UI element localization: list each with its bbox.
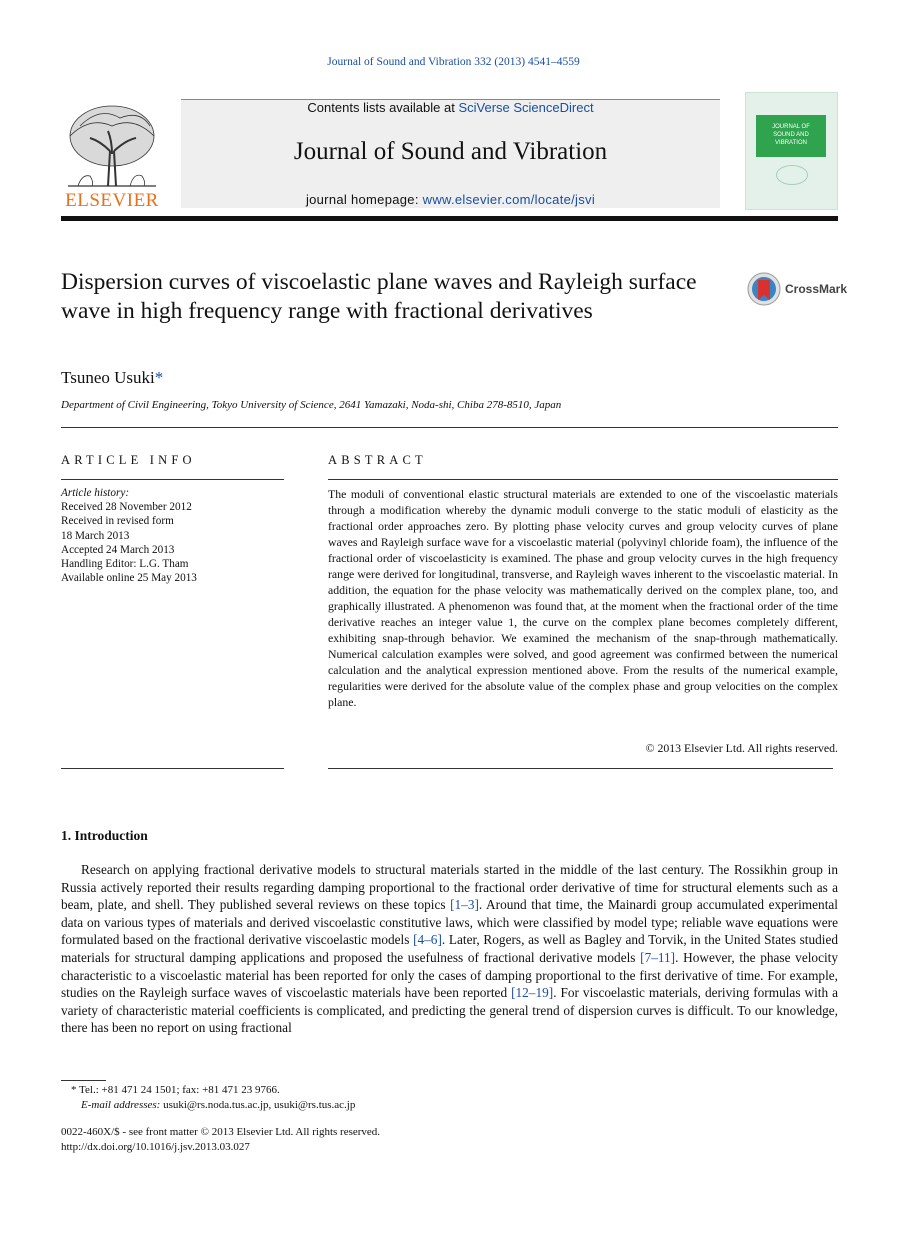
author-footnote-mark[interactable]: * bbox=[154, 368, 164, 387]
journal-name: Journal of Sound and Vibration bbox=[293, 138, 608, 165]
article-info-rule bbox=[61, 479, 284, 480]
history-item: Received in revised form bbox=[61, 515, 174, 528]
article-info-heading: ARTICLE INFO bbox=[61, 453, 196, 467]
history-label: Article history: bbox=[61, 487, 130, 499]
article-title: Dispersion curves of viscoelastic plane waves and Rayleigh surface wave in high frequency range with fractional derivatives bbox=[61, 269, 697, 324]
footnote-rule bbox=[61, 1080, 106, 1081]
journal-masthead bbox=[181, 99, 720, 208]
footnote-contact: * Tel.: +81 471 24 1501; fax: +81 471 23 9766. bbox=[71, 1084, 280, 1096]
intro-text-segment: . Around that time, the Mainardi group accumulated experimental data on various types of materials and derived viscoelastic constitutive laws, which were classified by model type; reliable wave equations were formulated based on the fractional derivative viscoelastic models bbox=[61, 897, 838, 948]
abstract-copyright: © 2013 Elsevier Ltd. All rights reserved. bbox=[645, 741, 838, 755]
intro-text-segment: . However, the phase velocity characteristic to a viscoelastic material has been reported for only the cases of damping proportional to the first derivative of time. For example, studies on the Rayleigh surface waves of viscoelastic materials have been reported bbox=[61, 949, 839, 1001]
homepage-prefix: journal homepage: bbox=[305, 192, 423, 207]
footnote-email bbox=[81, 1099, 355, 1111]
sciencedirect-link[interactable]: SciVerse ScienceDirect bbox=[458, 100, 594, 115]
cover-line-2: SOUND AND bbox=[773, 132, 809, 138]
section-heading-introduction: 1. Introduction bbox=[61, 828, 148, 843]
footer-doi[interactable]: http://dx.doi.org/10.1016/j.jsv.2013.03.027 bbox=[61, 1141, 250, 1153]
intro-text-segment: Research on applying fractional derivative models to structural materials started in the middle of the last century. The Rossikhin group in Russia actively reported their results regarding damping proportional to the fractional order derivative of time for structural elements such as a beam, plate, and shell. They published several reviews on these topics bbox=[61, 862, 838, 913]
crossmark-icon bbox=[747, 272, 781, 306]
cover-line-3: VIBRATION bbox=[775, 140, 807, 146]
author-line bbox=[61, 368, 163, 388]
publisher-name: ELSEVIER bbox=[65, 190, 159, 211]
history-item: Available online 25 May 2013 bbox=[61, 572, 197, 585]
cover-emblem-icon bbox=[776, 165, 808, 185]
journal-citation[interactable]: Journal of Sound and Vibration 332 (2013) 4541–4559 bbox=[327, 56, 580, 68]
email-addresses[interactable]: usuki@rs.noda.tus.ac.jp, usuki@rs.tus.ac.jp bbox=[163, 1099, 356, 1111]
abstract-heading: ABSTRACT bbox=[328, 453, 427, 467]
author-affiliation: Department of Civil Engineering, Tokyo University of Science, 2641 Yamazaki, Noda-shi, Chiba 278-8510, Japan bbox=[61, 399, 562, 411]
header-thick-rule bbox=[61, 216, 838, 221]
history-item: 18 March 2013 bbox=[61, 529, 130, 542]
email-label: E-mail addresses: bbox=[81, 1099, 164, 1111]
reference-link[interactable]: [4–6] bbox=[413, 932, 442, 948]
homepage-link[interactable]: www.elsevier.com/locate/jsvi bbox=[422, 192, 596, 207]
history-item: Accepted 24 March 2013 bbox=[61, 543, 175, 556]
intro-text-segment: . For viscoelastic materials, deriving formulas with a variety of characteristic material coefficients is complicated, and predicting the general trend of dispersion curves is difficult. To our knowledge, there has been no report on using fractional bbox=[61, 985, 838, 1036]
contents-prefix: Contents lists available at bbox=[307, 100, 459, 115]
header-thin-rule bbox=[61, 427, 838, 428]
reference-link[interactable]: [1–3] bbox=[450, 897, 479, 913]
history-item: Handling Editor: L.G. Tham bbox=[61, 558, 189, 571]
cover-title-box bbox=[756, 115, 826, 157]
abstract-rule bbox=[328, 479, 838, 480]
journal-homepage bbox=[181, 192, 720, 207]
introduction-paragraph bbox=[61, 861, 838, 1037]
journal-cover-thumbnail bbox=[745, 92, 838, 210]
article-history bbox=[61, 486, 197, 585]
abstract-bottom-rule bbox=[328, 768, 833, 769]
contents-availability bbox=[181, 100, 720, 115]
intro-text-segment: . Later, Rogers, as well as Bagley and Torvik, in the United States studied materials for structural damping applications and proposed the usefulness of fractional derivative models bbox=[61, 932, 838, 965]
cover-line-1: JOURNAL OF bbox=[772, 124, 810, 130]
crossmark-label: CrossMark bbox=[785, 282, 848, 296]
history-item: Received 28 November 2012 bbox=[61, 501, 192, 514]
article-info-bottom-rule bbox=[61, 768, 284, 769]
reference-link[interactable]: [7–11] bbox=[640, 949, 676, 965]
crossmark-badge[interactable] bbox=[747, 272, 847, 308]
footer-issn: 0022-460X/$ - see front matter © 2013 Elsevier Ltd. All rights reserved. bbox=[61, 1126, 381, 1138]
reference-link[interactable]: [12–19] bbox=[511, 985, 554, 1001]
abstract-body: The moduli of conventional elastic structural materials are extended to one of the viscoelastic materials through a modification whereby the dynamic moduli converge to the static moduli of elasticity as the fractional order approaches zero. By plotting phase velocity curves and group velocity curves of plane waves and Rayleigh surface wave for a viscoelastic material (polyvinyl chloride foam), the influence of the fractional order of viscoelasticity is examined. The phase and group velocity curves in the high frequency range were derived for longitudinal, transverse, and Rayleigh waves inherent to the viscoelastic material. In addition, the equation for the phase velocity was mathematically derived on the complex plane, too, and graphically illustrated. A phenomenon was found that, at the moment when the fractional order of the time derivative reaches an integer value 1, the curve on the complex plane becomes completely different, exhibiting snap-through behavior. We examined the mechanism of the snap-through mathematically. Numerical calculation examples were solved, and good agreement was confirmed between the numerical calculation and the analytical expression mentioned above. From the results of the numerical example, regularities were derived for the absolute value of the complex phase and group velocities on the complex plane. bbox=[328, 487, 838, 709]
author-name: Tsuneo Usuki bbox=[61, 368, 155, 387]
